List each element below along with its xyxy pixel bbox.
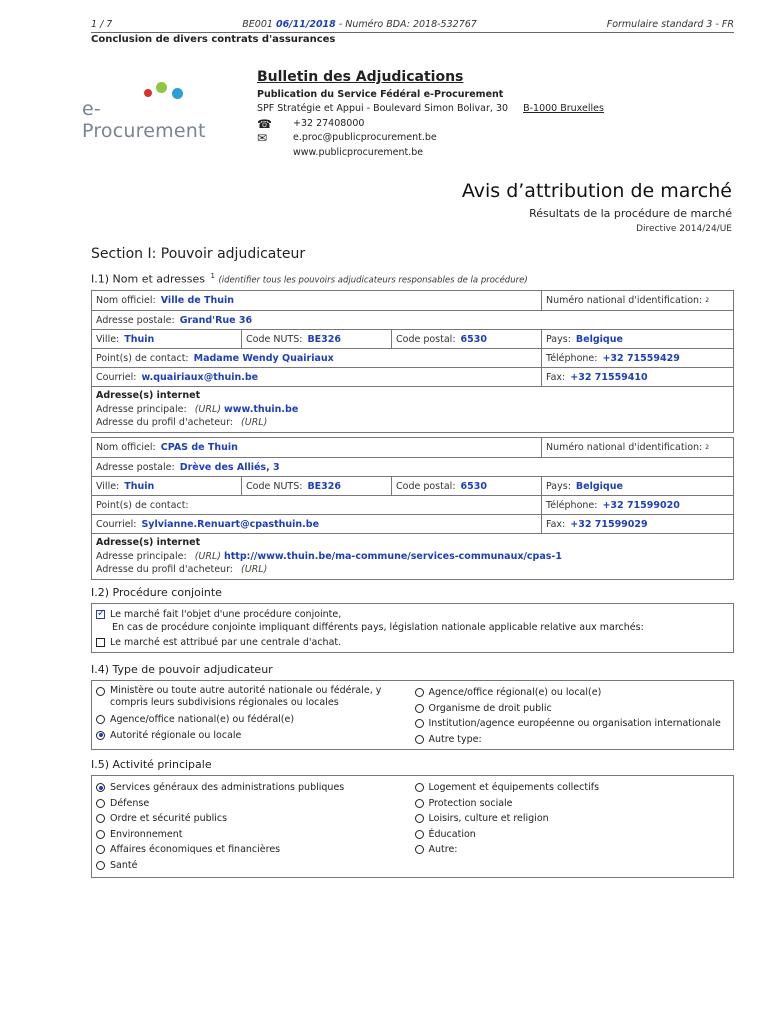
org1-name-cell — [92, 291, 542, 310]
authority-type-option[interactable] — [96, 712, 411, 728]
org2-address-cell — [92, 458, 733, 476]
label-courriel: Courriel: — [96, 371, 137, 383]
bulletin-street: SPF Stratégie et Appui - Boulevard Simon Bolivar, 30 — [257, 103, 509, 114]
authority-type-option-label: Institution/agence européenne ou organisation internationale — [428, 718, 721, 730]
org1-phone-cell — [542, 349, 733, 367]
label-cp: Code postal: — [396, 333, 456, 345]
label-ville: Ville: — [96, 333, 120, 345]
activity-option-label: Ordre et sécurité publics — [110, 813, 228, 825]
org1-box — [91, 290, 734, 433]
label-tel: Téléphone: — [546, 352, 598, 364]
authority-type-option-label: Organisme de droit public — [428, 702, 552, 714]
heading-i4: I.4) Type de pouvoir adjudicateur — [91, 663, 273, 676]
section-title: Section I: Pouvoir adjudicateur — [91, 246, 306, 262]
org1-row-name — [92, 291, 733, 311]
org2-box — [91, 437, 734, 580]
org1-row-city — [92, 330, 733, 349]
org2-email-cell — [92, 515, 542, 533]
ref-prefix: BE001 — [242, 19, 273, 30]
label-profil: Adresse du profil d'acheteur: — [96, 417, 234, 428]
org1-country: Belgique — [575, 333, 623, 345]
authority-type-option[interactable] — [415, 716, 730, 732]
activity-option-selected[interactable] — [96, 780, 411, 796]
activity-option-label: Protection sociale — [428, 797, 513, 809]
main-activity-right — [411, 780, 730, 873]
org1-internet — [92, 387, 733, 432]
radio-icon[interactable] — [415, 845, 424, 854]
main-activity-left — [96, 780, 411, 873]
page-number: 1 / 7 — [91, 19, 113, 30]
activity-option-label: Éducation — [428, 828, 476, 840]
label-adresse-principale: Adresse principale: — [96, 403, 187, 415]
org2-country: Belgique — [575, 480, 623, 492]
org2-row-address — [92, 458, 733, 477]
authority-type-option-label: Ministère ou toute autre autorité nationale ou fédérale, y compris leurs subdivisions régionales ou locales — [110, 685, 382, 708]
org2-row-email — [92, 515, 733, 534]
org1-postal-cell — [392, 330, 542, 348]
activity-option-label: Santé — [110, 859, 138, 871]
radio-icon[interactable] — [96, 687, 105, 696]
org2-email[interactable]: Sylvianne.Renuart@cpasthuin.be — [141, 518, 320, 530]
org1-phone: +32 71559429 — [602, 352, 680, 364]
org1-contact-cell — [92, 349, 542, 367]
label-url-profil: (URL) — [241, 417, 268, 428]
activity-option[interactable] — [415, 780, 730, 796]
heading-i1-text: I.1) Nom et adresses — [91, 272, 206, 286]
label-nuts: Code NUTS: — [246, 333, 303, 345]
label-contact: Point(s) de contact: — [96, 499, 189, 511]
org2-country-cell — [542, 477, 733, 495]
notice-directive: Directive 2014/24/UE — [636, 224, 732, 234]
ref-suffix: - Numéro BDA: 2018-532767 — [338, 19, 477, 30]
bulletin-email[interactable]: e.proc@publicprocurement.be — [293, 132, 437, 143]
notice-reference — [242, 19, 477, 30]
bulletin-email-line — [257, 131, 604, 146]
org2-phone: +32 71599020 — [602, 499, 680, 511]
bulletin-city: B-1000 Bruxelles — [523, 103, 604, 114]
label-ville: Ville: — [96, 480, 120, 492]
notice-results: Résultats de la procédure de marché — [529, 207, 732, 220]
envelope-icon: ✉ — [257, 131, 268, 145]
joint-procedure-box — [91, 603, 734, 653]
checked-checkbox-icon[interactable]: ✓ — [97, 607, 106, 619]
e-procurement-logo — [82, 76, 222, 142]
joint-note: En cas de procédure conjointe impliquant différents pays, législation nationale applicable relative aux marchés: — [112, 622, 644, 633]
main-activity-box — [91, 775, 734, 878]
label-pays: Pays: — [546, 480, 571, 492]
authority-type-option-label: Autorité régionale ou locale — [110, 729, 242, 741]
org1-fax-cell — [542, 368, 733, 386]
org2-address: Drève des Alliés, 3 — [179, 461, 280, 473]
radio-icon[interactable] — [415, 783, 424, 792]
org2-url[interactable]: http://www.thuin.be/ma-commune/services-communaux/cpas-1 — [224, 550, 562, 562]
label-url: (URL) — [194, 403, 221, 415]
label-internet: Adresse(s) internet — [96, 537, 201, 548]
authority-type-options — [92, 681, 733, 749]
page-header — [91, 19, 734, 30]
joint-option-1-label: Le marché fait l'objet d'une procédure conjointe, — [110, 608, 342, 620]
authority-type-option[interactable] — [415, 701, 730, 717]
authority-type-right — [411, 685, 730, 747]
org2-fax-cell — [542, 515, 733, 533]
radio-icon[interactable] — [415, 799, 424, 808]
label-adresse: Adresse postale: — [96, 461, 175, 473]
org1-contact: Madame Wendy Quairiaux — [193, 352, 334, 364]
activity-option[interactable] — [96, 811, 411, 827]
radio-icon[interactable] — [415, 830, 424, 839]
radio-icon[interactable] — [96, 814, 105, 823]
org1-postal: 6530 — [460, 333, 487, 345]
label-url: (URL) — [194, 550, 221, 562]
label-nom: Nom officiel: — [96, 295, 156, 306]
radio-icon[interactable] — [96, 830, 105, 839]
org1-national-id-cell — [542, 291, 733, 310]
org2-internet — [92, 534, 733, 579]
authority-type-option-label: Agence/office national(e) ou fédéral(e) — [110, 714, 295, 726]
activity-option[interactable] — [415, 842, 730, 858]
label-tel: Téléphone: — [546, 499, 598, 511]
activity-option-label: Logement et équipements collectifs — [428, 782, 600, 794]
heading-i1-sup: 1 — [210, 272, 215, 280]
logo-dot-green — [156, 82, 167, 93]
radio-selected-icon[interactable] — [96, 783, 105, 792]
label-adresse-principale: Adresse principale: — [96, 550, 187, 562]
org1-city-cell — [92, 330, 242, 348]
radio-icon[interactable] — [96, 845, 105, 854]
authority-type-option[interactable] — [415, 685, 730, 701]
label-num-national: Numéro national d'identification: — [546, 442, 703, 453]
org1-nuts-cell — [242, 330, 392, 348]
phone-icon: ☎ — [257, 116, 272, 131]
org2-national-id-cell — [542, 438, 733, 457]
org2-name-cell — [92, 438, 542, 457]
notice-title: Avis d’attribution de marché — [461, 180, 732, 202]
joint-option-2-label: Le marché est attribué par une centrale d'achat. — [110, 636, 342, 648]
label-internet: Adresse(s) internet — [96, 390, 201, 401]
bulletin-web-line — [257, 146, 604, 161]
bulletin-info — [257, 70, 604, 160]
activity-option[interactable] — [96, 827, 411, 843]
label-nom: Nom officiel: — [96, 442, 156, 453]
org2-phone-cell — [542, 496, 733, 514]
form-type: Formulaire standard 3 - FR — [606, 19, 734, 30]
activity-option[interactable] — [415, 811, 730, 827]
radio-icon[interactable] — [415, 735, 424, 744]
authority-type-option[interactable] — [96, 685, 411, 709]
org2-row-city — [92, 477, 733, 496]
activity-option[interactable] — [415, 796, 730, 812]
num-sup: 2 — [705, 444, 710, 451]
label-num-national: Numéro national d'identification: — [546, 295, 703, 306]
org1-row-address — [92, 311, 733, 330]
label-courriel: Courriel: — [96, 518, 137, 530]
label-nuts: Code NUTS: — [246, 480, 303, 492]
label-profil: Adresse du profil d'acheteur: — [96, 564, 234, 575]
radio-icon[interactable] — [415, 688, 424, 697]
org1-nuts: BE326 — [307, 333, 341, 345]
label-pays: Pays: — [546, 333, 571, 345]
org1-address-cell — [92, 311, 733, 329]
label-cp: Code postal: — [396, 480, 456, 492]
org2-name: CPAS de Thuin — [160, 442, 238, 453]
radio-icon[interactable] — [96, 799, 105, 808]
label-fax: Fax: — [546, 518, 566, 530]
label-contact: Point(s) de contact: — [96, 352, 189, 364]
bulletin-phone-line — [257, 117, 604, 132]
authority-type-left — [96, 685, 411, 747]
checkbox-icon[interactable] — [96, 638, 105, 647]
heading-i5: I.5) Activité principale — [91, 758, 212, 771]
bulletin-title: Bulletin des Adjudications — [257, 69, 464, 85]
radio-icon[interactable] — [96, 861, 105, 870]
activity-option-label: Affaires économiques et financières — [110, 844, 281, 856]
authority-type-box — [91, 680, 734, 750]
org1-country-cell — [542, 330, 733, 348]
logo-text: e-Procurement — [82, 98, 206, 142]
org1-row-contact — [92, 349, 733, 368]
activity-option[interactable] — [96, 842, 411, 858]
org2-city-cell — [92, 477, 242, 495]
org1-name: Ville de Thuin — [160, 295, 235, 306]
org1-url[interactable]: www.thuin.be — [224, 403, 299, 415]
org1-email-cell — [92, 368, 542, 386]
heading-i1-note: (identifier tous les pouvoirs adjudicateurs responsables de la procédure) — [218, 275, 528, 286]
bulletin-phone: +32 27408000 — [293, 117, 365, 129]
org2-nuts: BE326 — [307, 480, 341, 492]
org2-postal: 6530 — [460, 480, 487, 492]
activity-option-label: Environnement — [110, 828, 183, 840]
org2-nuts-cell — [242, 477, 392, 495]
activity-option-label: Défense — [110, 797, 150, 809]
radio-selected-icon[interactable] — [96, 731, 105, 740]
org1-city: Thuin — [124, 333, 155, 345]
radio-icon[interactable] — [415, 719, 424, 728]
authority-type-option-selected[interactable] — [96, 728, 411, 744]
activity-option[interactable] — [96, 858, 411, 874]
heading-i1 — [91, 272, 528, 286]
label-fax: Fax: — [546, 371, 566, 383]
bulletin-web[interactable]: www.publicprocurement.be — [293, 146, 424, 158]
activity-option[interactable] — [96, 796, 411, 812]
num-sup: 2 — [705, 297, 710, 304]
bulletin-publication: Publication du Service Fédéral e-Procurement — [257, 88, 504, 100]
radio-icon[interactable] — [415, 814, 424, 823]
activity-option-label: Autre: — [428, 844, 458, 856]
org1-row-email — [92, 368, 733, 387]
org1-fax: +32 71559410 — [570, 371, 648, 383]
authority-type-option-label: Autre type: — [428, 733, 482, 745]
radio-icon[interactable] — [96, 715, 105, 724]
activity-option-label: Loisirs, culture et religion — [428, 813, 549, 825]
heading-i2: I.2) Procédure conjointe — [91, 586, 222, 599]
org2-row-contact — [92, 496, 733, 515]
logo-dot-red — [144, 89, 152, 97]
activity-option[interactable] — [415, 827, 730, 843]
contract-subtitle: Conclusion de divers contrats d'assurances — [91, 32, 734, 45]
org2-fax: +32 71599029 — [570, 518, 648, 530]
org2-city: Thuin — [124, 480, 155, 492]
bulletin-address — [257, 102, 604, 117]
authority-type-option[interactable] — [415, 732, 730, 748]
org1-email[interactable]: w.quairiaux@thuin.be — [141, 371, 259, 383]
joint-option-1[interactable] — [96, 607, 729, 621]
org1-address: Grand'Rue 36 — [179, 314, 253, 326]
authority-type-option-label: Agence/office régional(e) ou local(e) — [428, 687, 602, 699]
org2-postal-cell — [392, 477, 542, 495]
label-adresse: Adresse postale: — [96, 314, 175, 326]
main-activity-options — [92, 776, 733, 877]
org2-row-name — [92, 438, 733, 458]
org2-contact-cell — [92, 496, 542, 514]
activity-option-label: Services généraux des administrations publiques — [110, 782, 345, 794]
radio-icon[interactable] — [415, 704, 424, 713]
joint-option-2[interactable] — [96, 635, 729, 649]
publication-date: 06/11/2018 — [275, 19, 336, 30]
label-url-profil: (URL) — [241, 564, 268, 575]
